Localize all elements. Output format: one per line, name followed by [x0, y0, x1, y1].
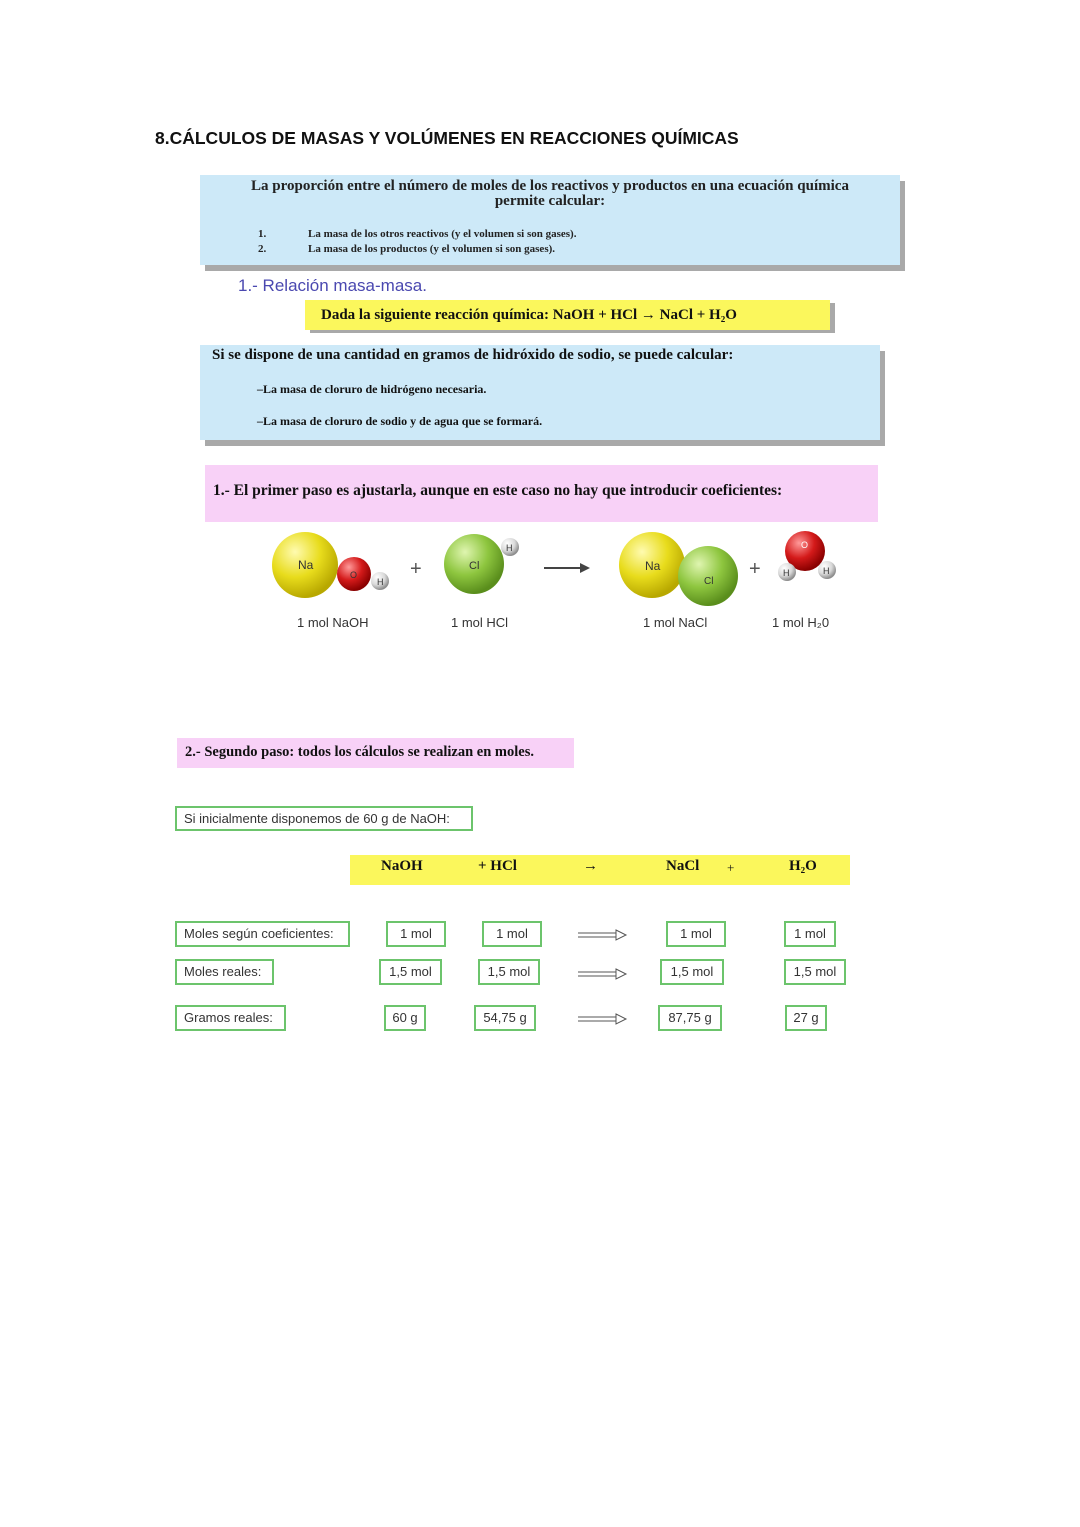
atom-label: H [377, 577, 384, 587]
mol-label-h2o: 1 mol H₂0 [772, 615, 830, 630]
row-label: Gramos reales: [175, 1005, 286, 1031]
header-plus: + [727, 860, 735, 875]
calc-box-heading: Si se dispone de una cantidad en gramos de hidróxido de sodio, se puede calcular: [212, 347, 734, 363]
list-number: 2. [258, 243, 267, 255]
table-cell: 27 g [785, 1005, 827, 1031]
table-cell: 1,5 mol [784, 959, 846, 985]
reaction-arrow-icon [544, 563, 590, 573]
section-title: 8.CÁLCULOS DE MASAS Y VOLÚMENES EN REACCIONES QUÍMICAS [155, 128, 739, 148]
table-cell: 1 mol [666, 921, 726, 947]
intro-line-1: La proporción entre el número de moles de los reactivos y productos en una ecuación química [251, 178, 849, 194]
table-cell: 1 mol [482, 921, 542, 947]
subheading: 1.- Relación masa-masa. [238, 276, 427, 295]
step2-box: 2.- Segundo paso: todos los cálculos se realizan en moles. [177, 738, 574, 768]
double-arrow-icon [578, 969, 626, 979]
table-cell: 1,5 mol [478, 959, 540, 985]
hcl-molecule [444, 534, 519, 594]
atom-label: H [823, 566, 830, 576]
double-arrow-icon [578, 930, 626, 940]
atom-label: Cl [469, 560, 480, 572]
atom-label: Cl [704, 576, 714, 587]
mol-label-nacl: 1 mol NaCl [643, 615, 708, 630]
plus-sign: + [410, 558, 422, 580]
table-cell: 87,75 g [658, 1005, 722, 1031]
table-cell: 1,5 mol [660, 959, 724, 985]
intro-box [200, 175, 900, 265]
calc-box [200, 345, 880, 440]
header-naoh: NaOH [381, 858, 423, 874]
header-nacl: NaCl [666, 858, 700, 874]
row-label: Moles reales: [175, 959, 274, 985]
intro-text [200, 179, 900, 209]
row-label: Moles según coeficientes: [175, 921, 350, 947]
list-item: La masa de los productos (y el volumen si son gases). [308, 243, 556, 255]
intro-line-2: permite calcular: [494, 193, 606, 209]
atom-label: H [506, 543, 513, 553]
table-cell: 1,5 mol [379, 959, 442, 985]
table-cell: 1 mol [386, 921, 446, 947]
mol-label-hcl: 1 mol HCl [451, 615, 509, 630]
row-arrows [576, 925, 628, 1027]
atom-label: O [350, 570, 358, 580]
reaction-banner: Dada la siguiente reacción química: NaOH + HCl → NaCl + H₂O [305, 300, 830, 330]
calc-item: –La masa de cloruro de hidrógeno necesaria. [257, 382, 487, 396]
atom-label: Na [298, 558, 314, 572]
mol-label-naoh: 1 mol NaOH [297, 615, 369, 630]
atom-label: Na [645, 559, 661, 573]
nacl-molecule [619, 532, 738, 606]
table-cell: 60 g [384, 1005, 426, 1031]
given-box: Si inicialmente disponemos de 60 g de NaOH: [175, 806, 473, 831]
table-header-band [350, 855, 850, 885]
double-arrow-icon [578, 1014, 626, 1024]
plus-sign: + [749, 558, 761, 580]
list-item: La masa de los otros reactivos (y el volumen si son gases). [308, 228, 577, 240]
list-number: 1. [258, 228, 267, 240]
calc-item: –La masa de cloruro de sodio y de agua que se formará. [257, 414, 543, 428]
table-cell: 54,75 g [474, 1005, 536, 1031]
header-hcl: + HCl [478, 858, 517, 874]
step1-box: 1.- El primer paso es ajustarla, aunque en este caso no hay que introducir coeficientes: [205, 465, 878, 522]
water-molecule [778, 531, 836, 581]
naoh-molecule [272, 532, 389, 598]
header-h2o: H₂O [789, 858, 817, 874]
reaction-diagram [260, 528, 850, 610]
header-arrow: → [583, 858, 598, 874]
atom-label: H [783, 568, 790, 578]
atom-label: O [801, 540, 809, 550]
table-cell: 1 mol [784, 921, 836, 947]
